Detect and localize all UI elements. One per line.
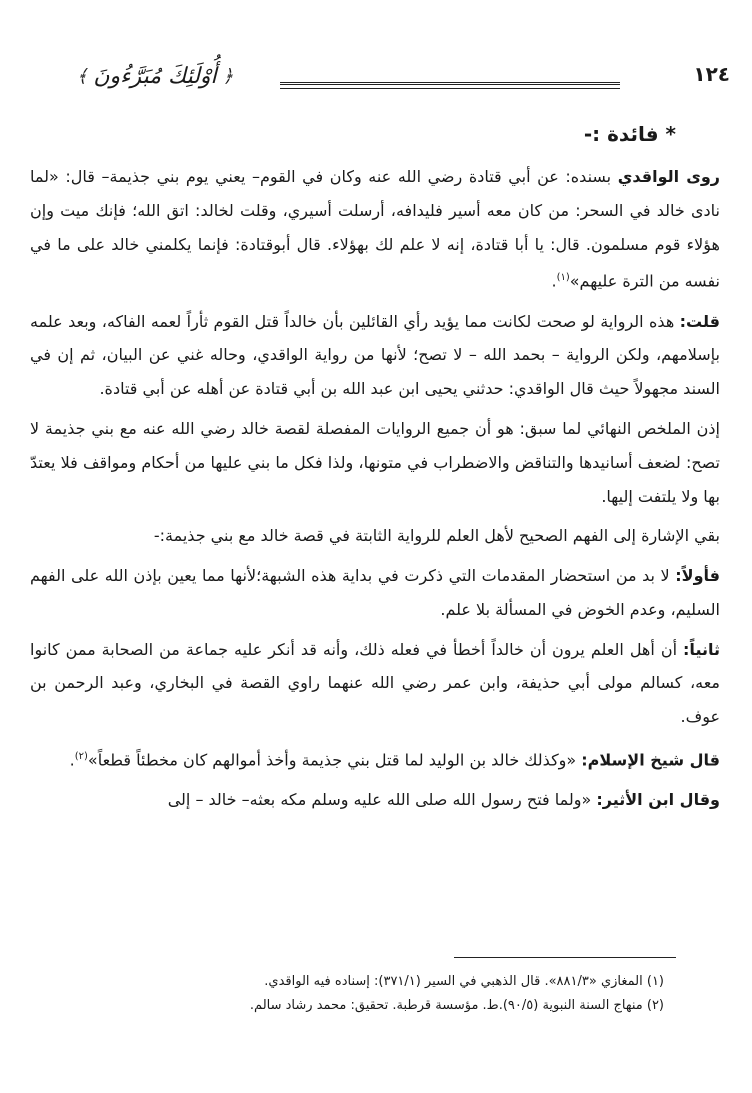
running-title	[40, 58, 270, 94]
ornament-right-icon: ﴿	[222, 65, 234, 87]
paragraph-lead: قال شيخ الإسلام:	[581, 750, 720, 770]
paragraph-text: هذه الرواية لو صحت لكانت مما يؤيد رأي القائلين بأن خالداً قتل القوم ثأراً لعمه الفاكه، وبعد علمه بإسلامهم، ولكن الرواية – بحمد الله – لا تصح؛ لأنها من رواية الواقدي، وحاله غني عن البيان، ثم إن في السند مجهولاً حيث قال الواقدي: حدثني يحيى ابن عبد الله بن أبي قتادة عن أهله عن أبي قتادة.	[30, 311, 720, 399]
paragraph	[30, 305, 720, 406]
paragraph	[30, 633, 720, 734]
footnote: (٢) منهاج السنة النبوية (٩٠/٥).ط. مؤسسة قرطبة. تحقيق: محمد رشاد سالم.	[249, 998, 664, 1013]
paragraph-text: «وكذلك خالد بن الوليد لما قتل بني جذيمة وأخذ أموالهم كان مخطئاً قطعاً»	[87, 750, 582, 770]
page-header	[40, 58, 730, 98]
paragraph-text: «ولما فتح رسول الله صلى الله عليه وسلم مكه بعثه– خالد – إلى	[167, 790, 597, 810]
footnote-divider	[454, 957, 676, 958]
running-title-text: أُوْلَئِكَ مُبَرَّءُونَ	[93, 63, 217, 89]
ornament-left-icon: ﴾	[76, 65, 88, 87]
paragraph-lead: روى الواقدي	[617, 167, 721, 186]
paragraph-lead: ثانياً:	[683, 639, 720, 659]
footnote-ref: (١)	[556, 272, 570, 284]
paragraph	[30, 160, 720, 299]
paragraph-lead: قلت:	[679, 311, 720, 331]
section-heading: * فائدة :-	[583, 122, 676, 146]
paragraph-text: بقي الإشارة إلى الفهم الصحيح لأهل العلم للرواية الثابتة في قصة خالد مع بني جذيمة:-	[153, 526, 720, 546]
header-rule	[280, 82, 620, 85]
paragraph	[30, 740, 720, 777]
footnote-ref: (٢)	[74, 751, 88, 763]
paragraph-lead: فأولاً:	[675, 566, 720, 586]
paragraph-tail: .	[69, 750, 75, 770]
paragraph-text: لا بد من استحضار المقدمات التي ذكرت في بداية هذه الشبهة؛لأنها مما يعين بإذن الله على الفهم السليم، وعدم الخوض في المسألة بلا علم.	[30, 566, 720, 619]
paragraph	[30, 412, 720, 513]
footnote: (١) المغازي «٨٨١/٣». قال الذهبي في السير (٣٧١/١): إسناده فيه الواقدي.	[264, 974, 664, 989]
footnotes	[60, 970, 664, 1018]
paragraph-text: بسنده: عن أبي قتادة رضي الله عنه وكان في القوم– يعني يوم بني جذيمة– قال: «لما نادى خالد في السحر: من كان معه أسير فليدافه، أرسلت أسيري، وقلت لخالد: اتق الله؛ فإنك ميت وإن هؤلاء قوم مسلمون. قال: يا أبا قتادة، إنه لا علم لك بهؤلاء. قال أبوقتادة: فإنما يكلمني خالد على ما في نفسه من الترة عليهم»	[30, 167, 720, 291]
paragraph-lead: وقال ابن الأثير:	[596, 790, 720, 810]
paragraph	[30, 559, 720, 627]
paragraph	[30, 783, 720, 817]
paragraph	[30, 519, 720, 553]
body-text	[30, 160, 720, 823]
page-number: ١٢٤	[693, 62, 730, 86]
paragraph-text: إذن الملخص النهائي لما سبق: هو أن جميع الروايات المفصلة لقصة خالد رضي الله عنه مع بني جذيمة لا تصح: لضعف أسانيدها والتناقض والاضطراب في متونها، ولذا فكل ما بني عليها من أحكام ومواقف فلا يعتدّ بها ولا يلتفت إليها.	[30, 418, 720, 506]
paragraph-text: أن أهل العلم يرون أن خالداً أخطأ في فعله ذلك، وأنه قد أنكر عليه جماعة من الصحابة ممن كانوا معه، كسالم مولى أبي حذيفة، وابن عمر رضي الله عنهما راوي القصة في البخاري، وعبد الرحمن بن عوف.	[30, 639, 720, 727]
paragraph-tail: .	[551, 271, 557, 291]
